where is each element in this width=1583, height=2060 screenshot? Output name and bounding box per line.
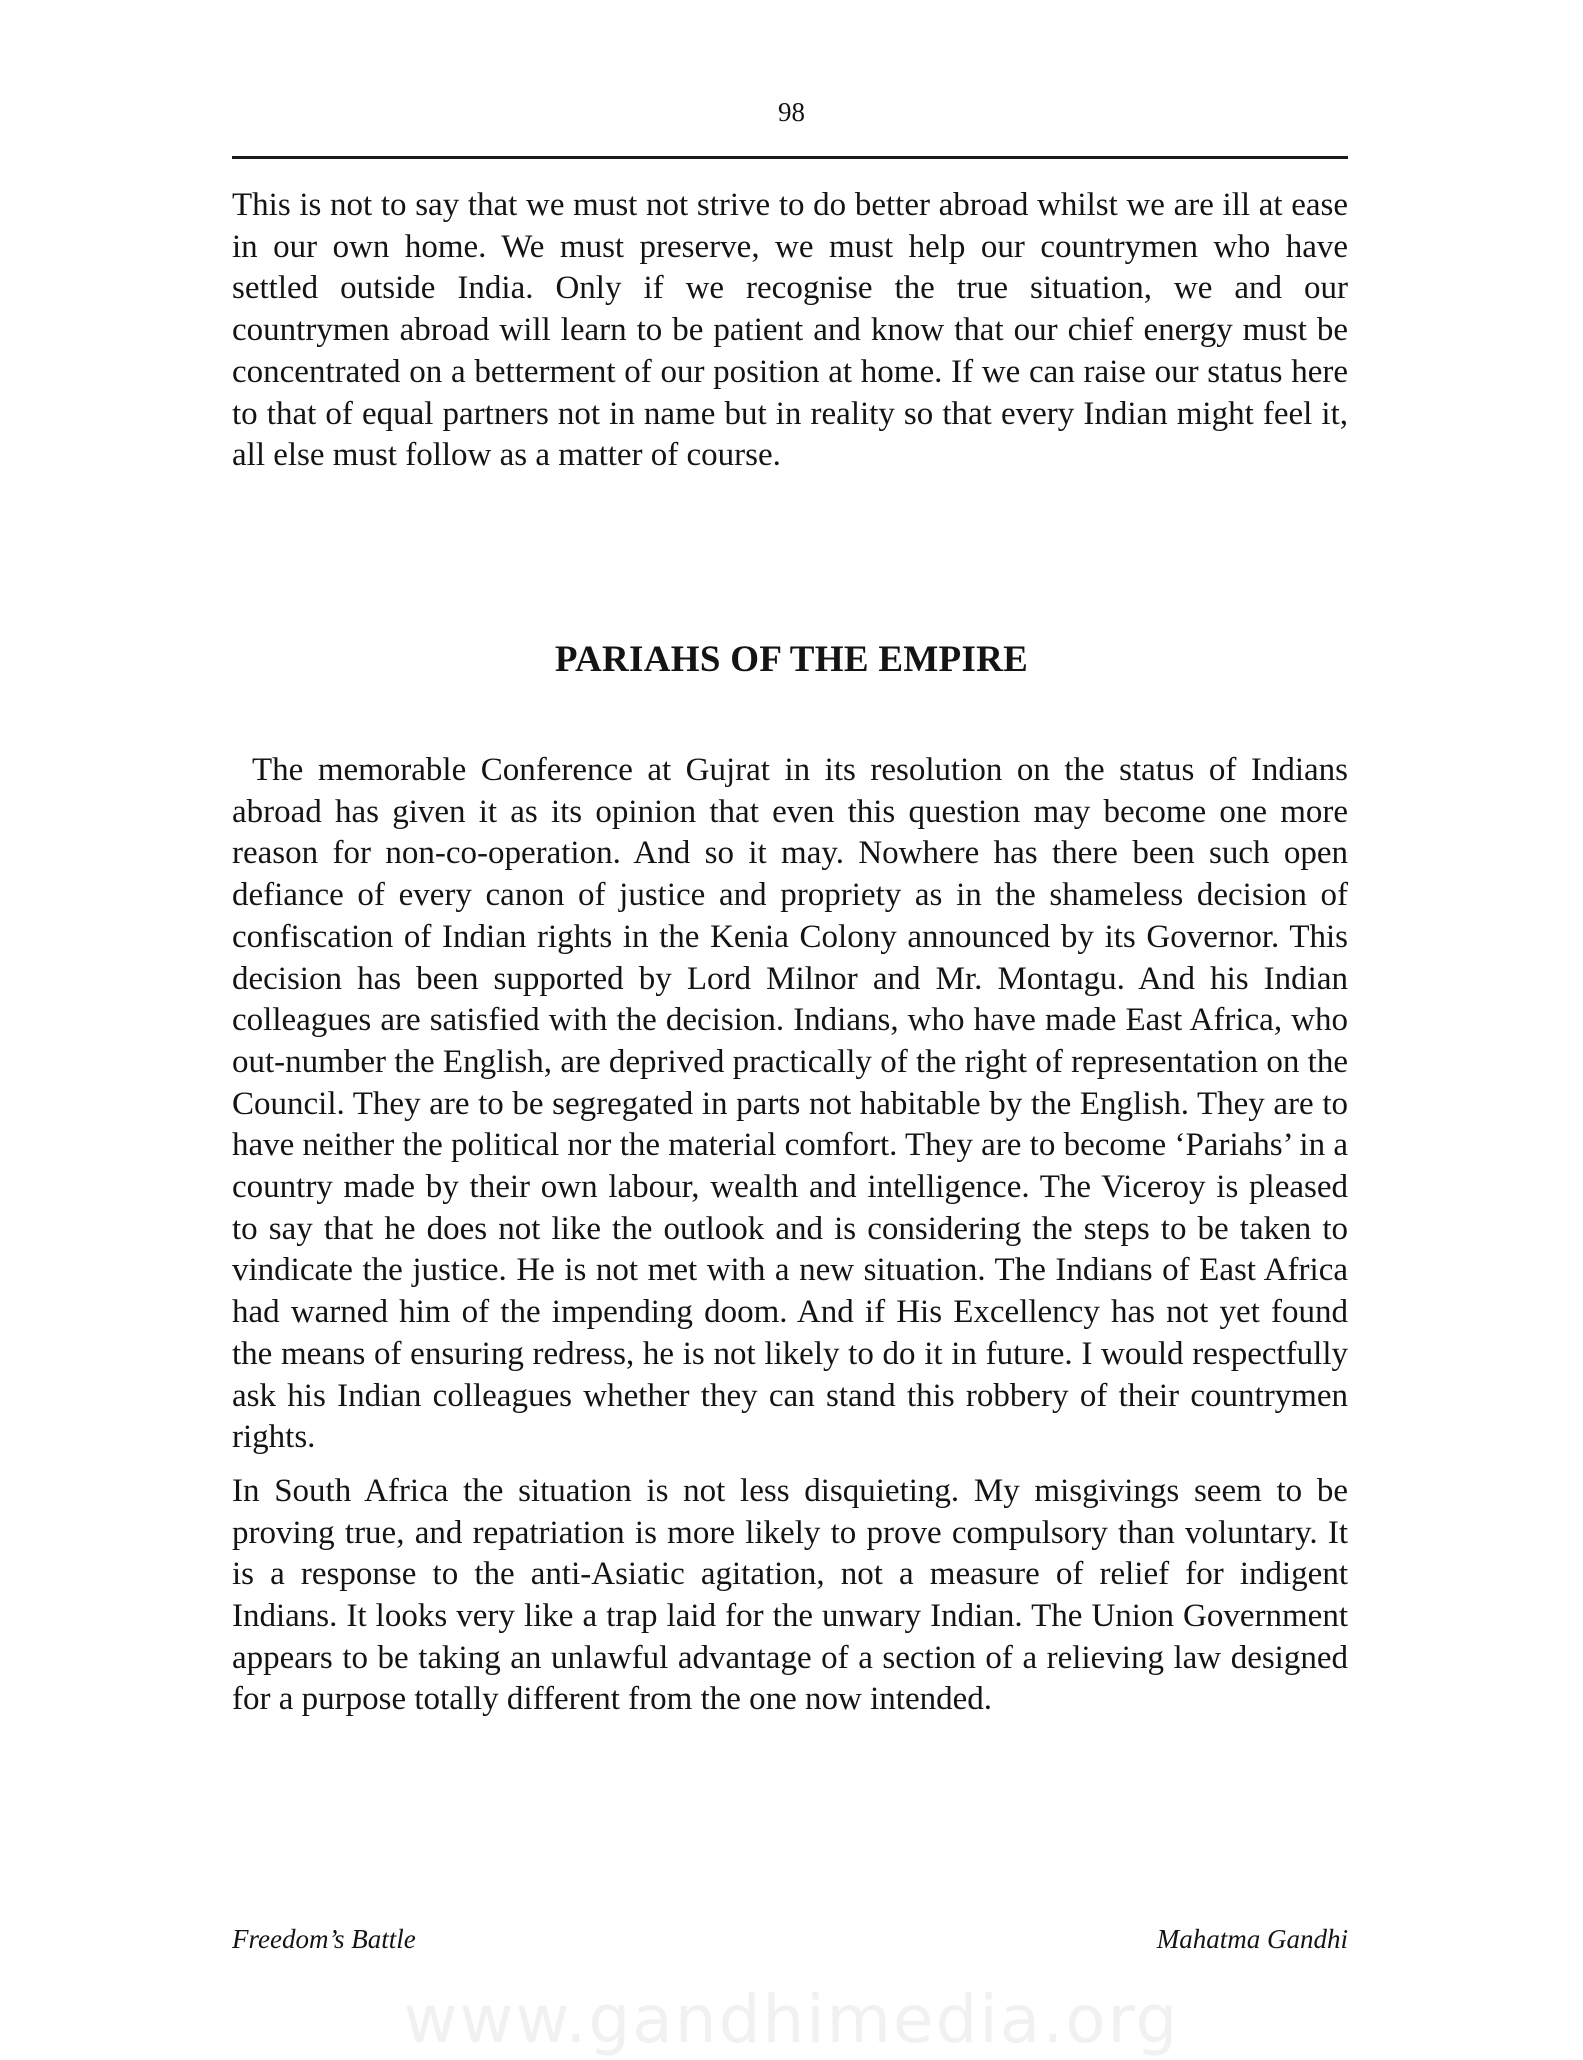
intro-paragraph: This is not to say that we must not strive to do better abroad whilst we are ill at ease in our own home. We must preserve, we must help our countrymen who have settled outside India. Only if we recognise the true situation, we and our countrymen abroad will learn to be patient and know that our chief energy must be concentrated on a betterment of our position at home. If we can raise our status here to that of equal partners not in name but in reality so that every Indian might feel it, all else must follow as a matter of course. — [232, 187, 1348, 474]
header-rule — [232, 156, 1348, 159]
intro-paragraph-block — [232, 185, 1348, 477]
watermark-text: www.gandhimedia.org — [403, 1981, 1180, 2058]
article-body — [232, 750, 1348, 1721]
page-footer — [232, 1921, 1348, 1957]
article-paragraph-2: In South Africa the situation is not less disquieting. My misgivings seem to be proving true, and repatriation is more likely to prove compulsory than voluntary. It is a response to the anti-Asiatic agitation, not a measure of relief for indigent Indians. It looks very like a trap laid for the unwary Indian. The Union Government appears to be taking an unlawful advantage of a section of a relieving law designed for a purpose totally different from the one now intended. — [232, 1472, 1348, 1718]
article-title: PARIAHS OF THE EMPIRE — [554, 639, 1029, 680]
page-number: 98 — [778, 97, 805, 127]
footer-author: Mahatma Gandhi — [1156, 1924, 1348, 1954]
footer-book-title: Freedom’s Battle — [232, 1924, 416, 1954]
article-paragraph-1: The memorable Conference at Gujrat in its resolution on the status of Indians abroad has given it as its opinion that even this question may become one more reason for non-co-operation. And so it may. Nowhere has there been such open defiance of every canon of justice and propriety as in the shameless decision of confiscation of Indian rights in the Kenia Colony announced by its Governor. This decision has been supported by Lord Milnor and Mr. Montagu. And his Indian colleagues are satisfied with the decision. Indians, who have made East Africa, who out-number the English, are deprived practically of the right of representation on the Council. They are to be segregated in parts not habitable by the English. They are to have neither the political nor the material comfort. They are to become ‘Pariahs’ in a country made by their own labour, wealth and intelligence. The Viceroy is pleased to say that he does not like the outlook and is considering the steps to be taken to vindicate the justice. He is not met with a new situation. The Indians of East Africa had warned him of the impending doom. And if His Excellency has not yet found the means of ensuring redress, he is not likely to do it in future. I would respectfully ask his Indian colleagues whether they can stand this robbery of their countrymen rights. — [232, 752, 1348, 1456]
